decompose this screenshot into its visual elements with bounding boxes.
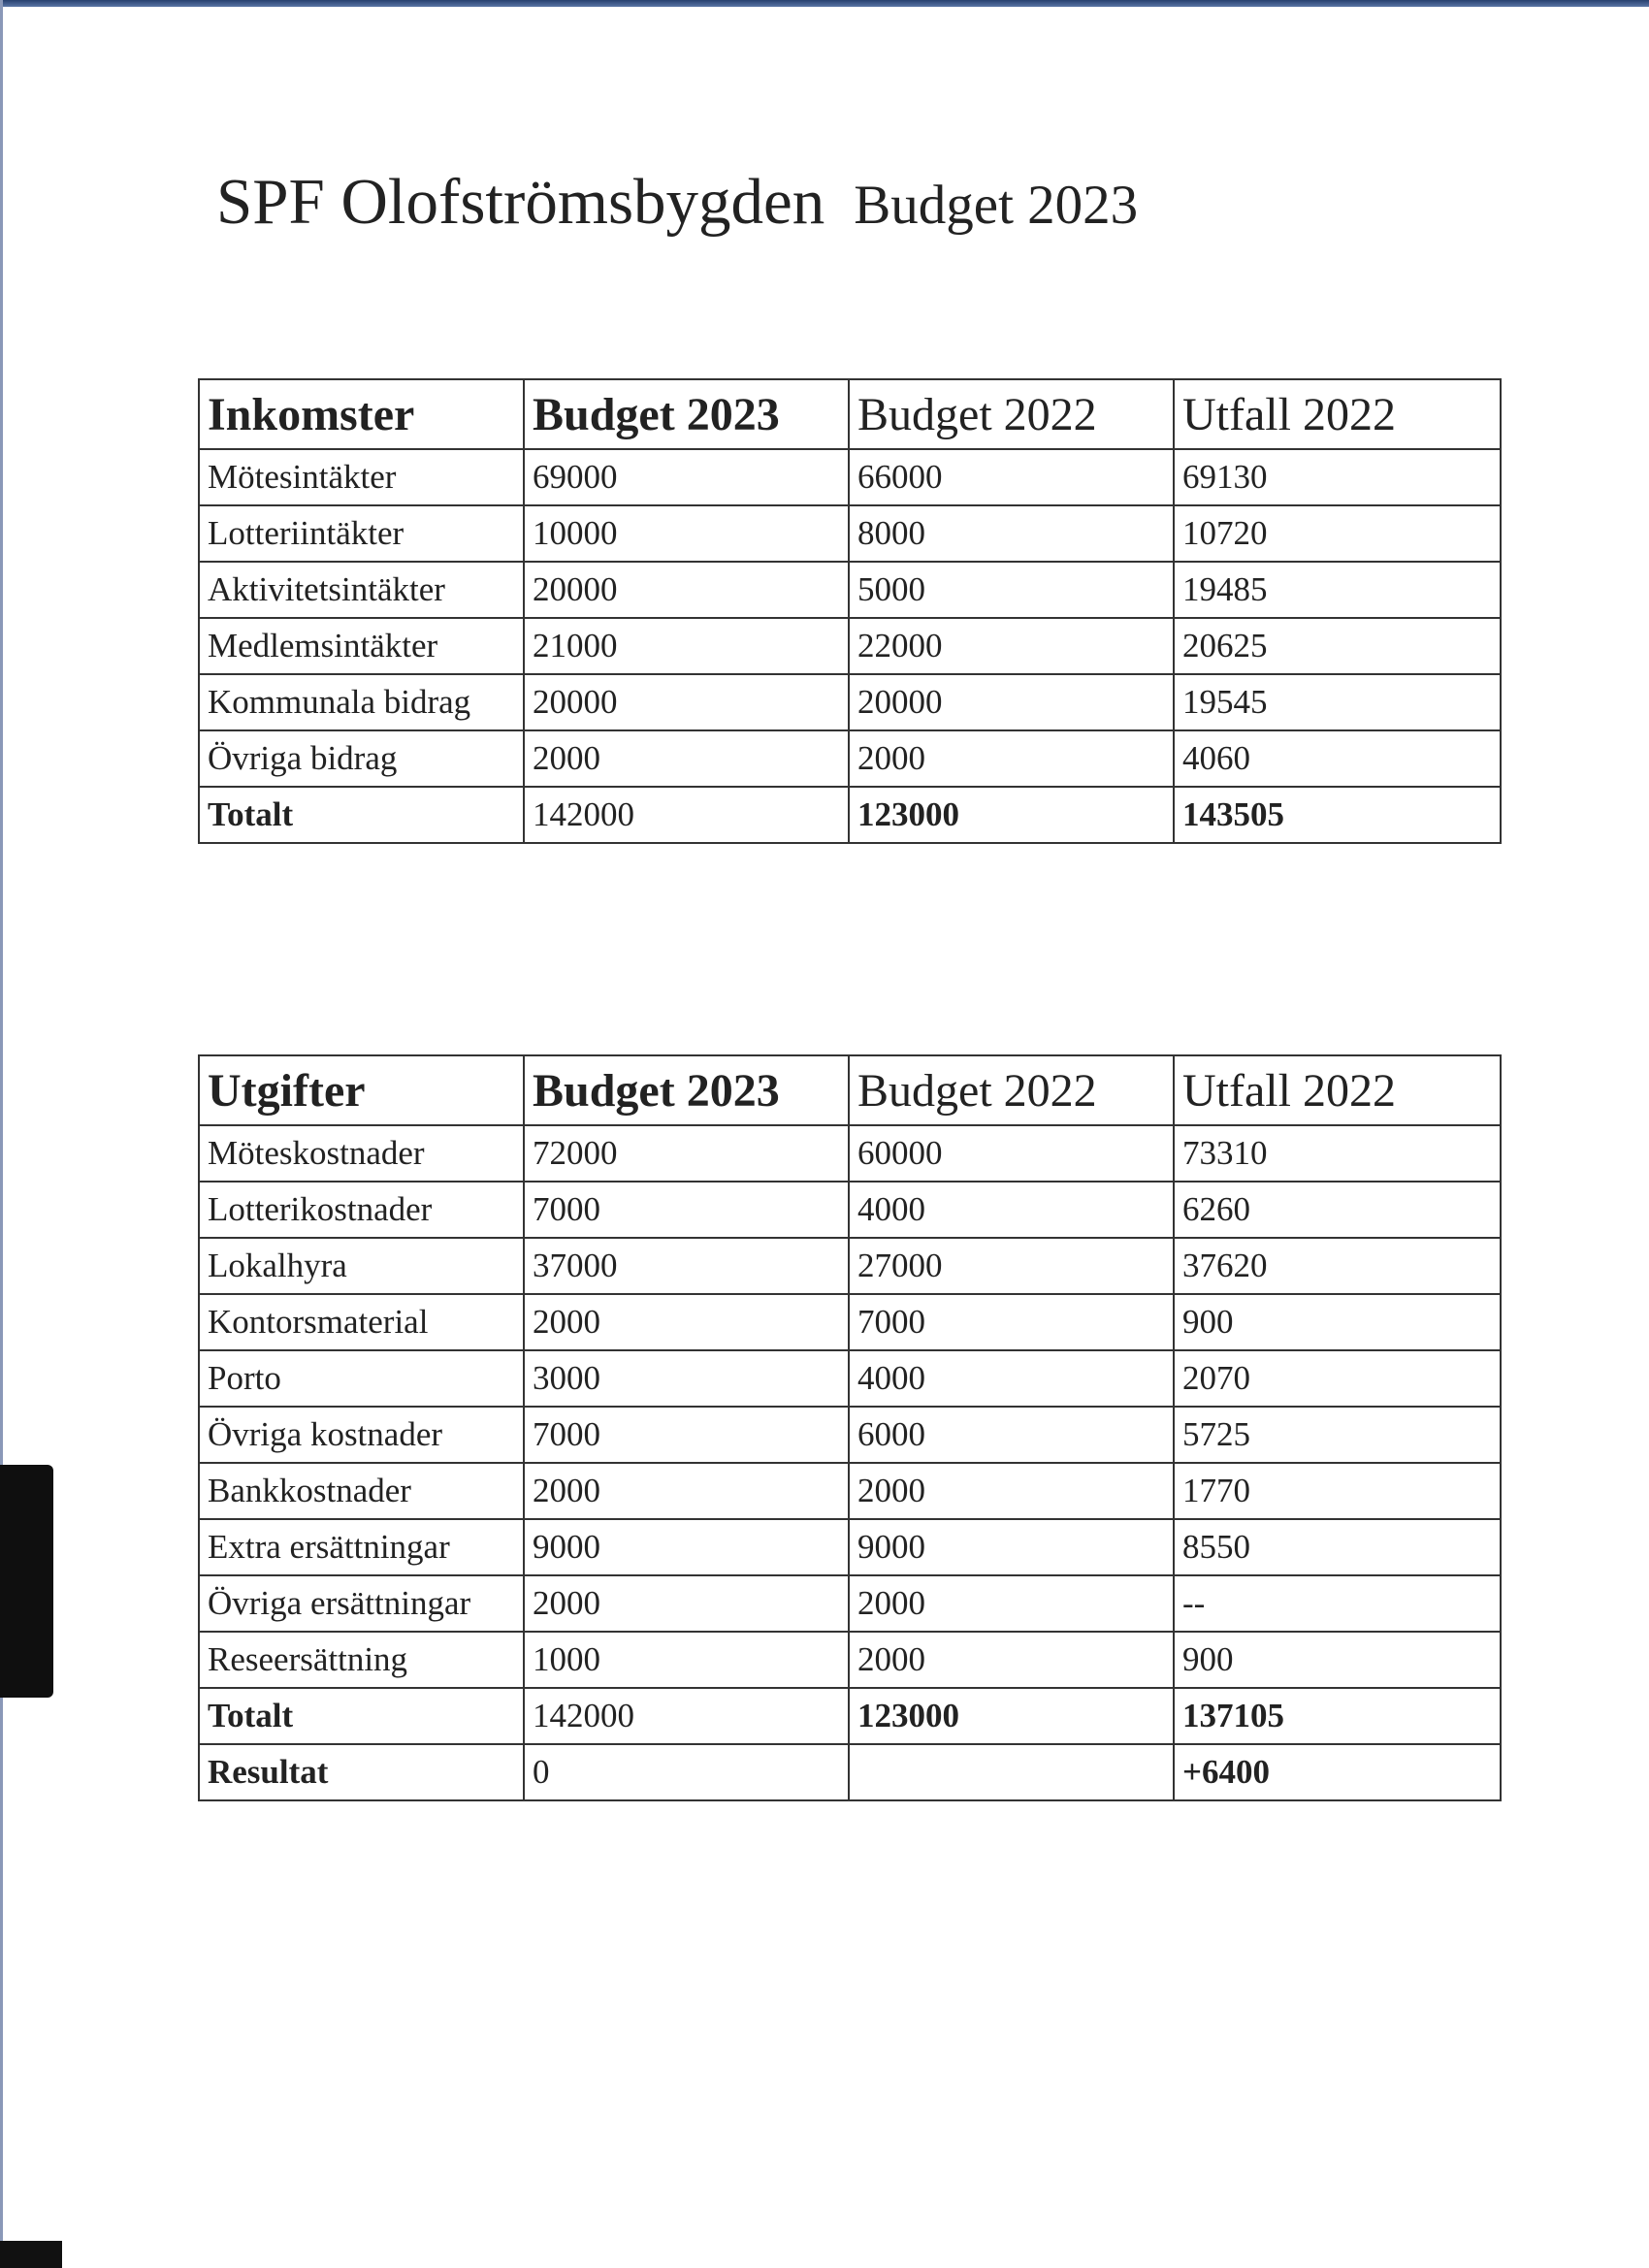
cell-value: 7000: [849, 1294, 1174, 1350]
page-title-sub: Budget 2023: [854, 175, 1139, 236]
cell-value: 21000: [524, 618, 849, 674]
cell-value: 2000: [524, 1463, 849, 1519]
cell-value: 2000: [849, 1575, 1174, 1632]
cell-value: 900: [1174, 1294, 1501, 1350]
cell-value: 8550: [1174, 1519, 1501, 1575]
cell-value: 4060: [1174, 730, 1501, 787]
row-label: Bankkostnader: [199, 1463, 524, 1519]
table-row: [199, 1125, 1501, 1182]
expense-header-budget-2022: Budget 2022: [849, 1055, 1174, 1125]
page-title: [216, 165, 1138, 240]
cell-value: 1000: [524, 1632, 849, 1688]
table-row: [199, 1519, 1501, 1575]
cell-value: 142000: [524, 787, 849, 843]
cell-value: 2000: [849, 1463, 1174, 1519]
row-label: Extra ersättningar: [199, 1519, 524, 1575]
cell-value: 37000: [524, 1238, 849, 1294]
cell-value: 10720: [1174, 505, 1501, 562]
table-row: [199, 618, 1501, 674]
cell-value: 37620: [1174, 1238, 1501, 1294]
cell-value: 123000: [849, 787, 1174, 843]
cell-value: 123000: [849, 1688, 1174, 1744]
table-row: [199, 1632, 1501, 1688]
cell-value: 137105: [1174, 1688, 1501, 1744]
table-row: [199, 562, 1501, 618]
table-row: [199, 1575, 1501, 1632]
row-label: Aktivitetsintäkter: [199, 562, 524, 618]
cell-value: 60000: [849, 1125, 1174, 1182]
income-header-row: [199, 379, 1501, 449]
expense-result-row: [199, 1744, 1501, 1800]
cell-value: 2000: [524, 1294, 849, 1350]
row-label: Lotteriintäkter: [199, 505, 524, 562]
table-row: [199, 1238, 1501, 1294]
income-table: [198, 378, 1502, 844]
cell-value: --: [1174, 1575, 1501, 1632]
income-header-utfall-2022: Utfall 2022: [1174, 379, 1501, 449]
row-label: Övriga ersättningar: [199, 1575, 524, 1632]
table-row: [199, 1407, 1501, 1463]
cell-value: 20000: [524, 562, 849, 618]
table-row: [199, 449, 1501, 505]
row-label: Kontorsmaterial: [199, 1294, 524, 1350]
cell-value: 5000: [849, 562, 1174, 618]
cell-value: 3000: [524, 1350, 849, 1407]
cell-value: 20625: [1174, 618, 1501, 674]
cell-value: 66000: [849, 449, 1174, 505]
expense-header-row: [199, 1055, 1501, 1125]
cell-value: 20000: [524, 674, 849, 730]
table-row: [199, 730, 1501, 787]
cell-value: 9000: [849, 1519, 1174, 1575]
scan-binding-mark: [0, 1465, 53, 1698]
cell-value: 19545: [1174, 674, 1501, 730]
cell-value: 2000: [849, 730, 1174, 787]
row-label: Övriga bidrag: [199, 730, 524, 787]
table-row: [199, 674, 1501, 730]
cell-value: 9000: [524, 1519, 849, 1575]
cell-value: 2000: [524, 730, 849, 787]
cell-value: 73310: [1174, 1125, 1501, 1182]
scan-top-edge: [0, 0, 1649, 7]
income-header-budget-2022: Budget 2022: [849, 379, 1174, 449]
cell-value: [849, 1744, 1174, 1800]
cell-value: 4000: [849, 1182, 1174, 1238]
cell-value: 5725: [1174, 1407, 1501, 1463]
row-label: Mötesintäkter: [199, 449, 524, 505]
expense-header-budget-2023: Budget 2023: [524, 1055, 849, 1125]
cell-value: 143505: [1174, 787, 1501, 843]
income-header-label: Inkomster: [199, 379, 524, 449]
row-label: Möteskostnader: [199, 1125, 524, 1182]
row-label: Porto: [199, 1350, 524, 1407]
expense-table: [198, 1054, 1502, 1801]
cell-value: 69000: [524, 449, 849, 505]
row-label: Medlemsintäkter: [199, 618, 524, 674]
income-total-row: [199, 787, 1501, 843]
cell-value: 6260: [1174, 1182, 1501, 1238]
scan-left-edge: [0, 0, 3, 2268]
cell-value: 1770: [1174, 1463, 1501, 1519]
cell-value: 27000: [849, 1238, 1174, 1294]
cell-value: 142000: [524, 1688, 849, 1744]
table-row: [199, 1350, 1501, 1407]
table-row: [199, 505, 1501, 562]
cell-value: 7000: [524, 1407, 849, 1463]
cell-value: 2000: [524, 1575, 849, 1632]
scan-corner-mark: [0, 2241, 62, 2268]
row-label: Resultat: [199, 1744, 524, 1800]
row-label: Totalt: [199, 787, 524, 843]
cell-value: 7000: [524, 1182, 849, 1238]
table-row: [199, 1182, 1501, 1238]
cell-value: 72000: [524, 1125, 849, 1182]
cell-value: 8000: [849, 505, 1174, 562]
row-label: Lotterikostnader: [199, 1182, 524, 1238]
row-label: Reseersättning: [199, 1632, 524, 1688]
cell-value: 900: [1174, 1632, 1501, 1688]
cell-value: 20000: [849, 674, 1174, 730]
expense-total-row: [199, 1688, 1501, 1744]
cell-value: 2070: [1174, 1350, 1501, 1407]
cell-value: 22000: [849, 618, 1174, 674]
expense-header-utfall-2022: Utfall 2022: [1174, 1055, 1501, 1125]
table-row: [199, 1463, 1501, 1519]
cell-value: 69130: [1174, 449, 1501, 505]
row-label: Kommunala bidrag: [199, 674, 524, 730]
expense-header-label: Utgifter: [199, 1055, 524, 1125]
cell-value: 19485: [1174, 562, 1501, 618]
cell-value: 6000: [849, 1407, 1174, 1463]
cell-value: 4000: [849, 1350, 1174, 1407]
table-row: [199, 1294, 1501, 1350]
income-header-budget-2023: Budget 2023: [524, 379, 849, 449]
cell-value: 10000: [524, 505, 849, 562]
page-title-main: SPF Olofströmsbygden: [216, 166, 825, 238]
cell-value: 0: [524, 1744, 849, 1800]
row-label: Totalt: [199, 1688, 524, 1744]
cell-value: 2000: [849, 1632, 1174, 1688]
row-label: Lokalhyra: [199, 1238, 524, 1294]
row-label: Övriga kostnader: [199, 1407, 524, 1463]
cell-value: +6400: [1174, 1744, 1501, 1800]
